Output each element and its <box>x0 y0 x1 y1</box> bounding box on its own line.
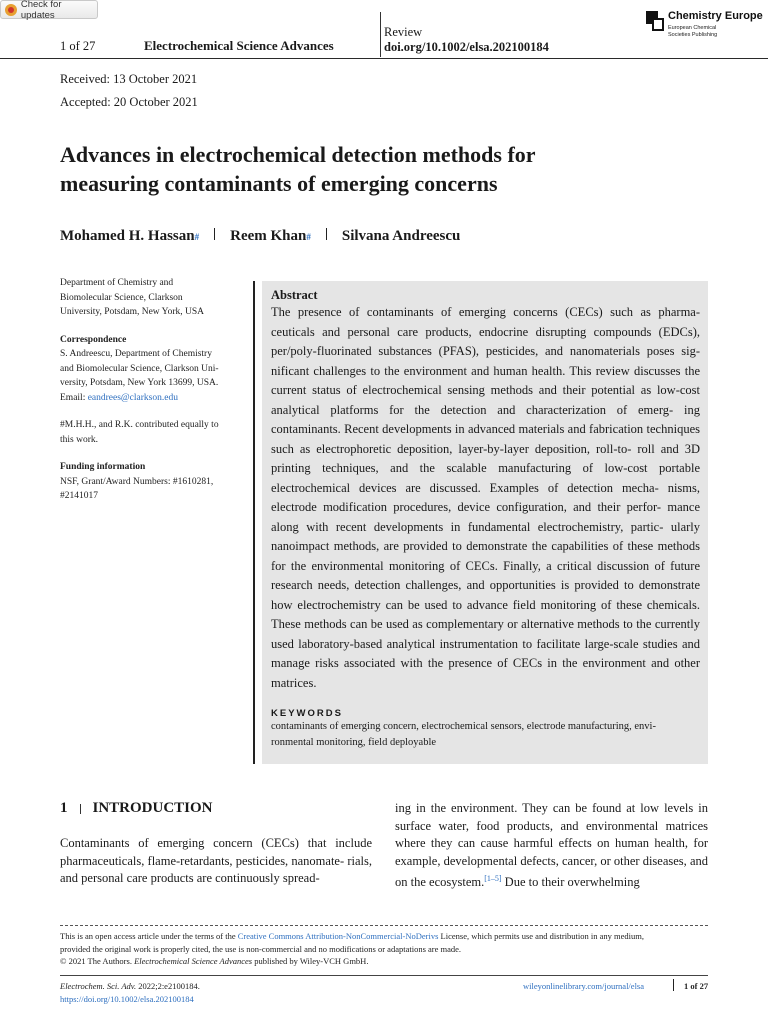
crossmark-icon <box>5 4 17 16</box>
copyright-text: published by Wiley-VCH GmbH. <box>252 956 369 966</box>
affiliation <box>60 276 240 320</box>
correspondence-heading: Correspondence <box>60 334 127 345</box>
body-line: ularly nanoimpact methods, are provided to demonstrate the capabilities of these <box>271 519 701 553</box>
body-line: of future research needs, detection challenges, and opportunities is provided to <box>271 558 701 592</box>
accepted-date: Accepted: 20 October 2021 <box>60 95 198 109</box>
license-statement <box>60 930 710 968</box>
check-for-updates-label: Check for updates <box>20 0 62 21</box>
funding-line: NSF, Grant/Award Numbers: #1610281, <box>60 476 214 487</box>
body-line: mance along with recent developments in fundamental electrochemistry, partic- <box>271 500 700 534</box>
license-divider <box>60 925 708 926</box>
author-name[interactable]: Silvana Andreescu <box>341 228 461 244</box>
correspondence-details <box>60 347 240 405</box>
body-line: rials, and personal care products are continuously spread- <box>60 853 372 885</box>
copyright-journal: Electrochemical Science Advances <box>134 956 253 966</box>
article-title-line: Advances in electrochemical detection methods for <box>60 142 536 167</box>
body-line: low-cost analytical platforms for the detection and characterization of emerg- <box>271 383 701 417</box>
funding-details <box>60 475 240 504</box>
header-page-count: 1 of 27 <box>60 39 96 53</box>
article-title <box>60 140 700 198</box>
header-rule <box>0 58 768 59</box>
header-divider <box>380 12 381 57</box>
body-line: demonstrate how electrochemistry can be used to advance field monitoring of <box>271 578 701 612</box>
body-line: ronmental monitoring, field deployable <box>271 736 437 748</box>
intro-column-right <box>395 800 708 892</box>
body-text: Due to their overwhelming <box>501 875 640 890</box>
footer-citation-journal: Electrochem. Sci. Adv. <box>60 981 137 991</box>
body-line: portable electrochemical devices are discussed. Examples of detection mecha- <box>271 461 700 495</box>
footer-citation-volume: 2022;2:e2100184. <box>136 981 200 991</box>
section-number: 1 <box>60 800 68 816</box>
abstract-heading: Abstract <box>271 288 318 302</box>
footer-divider <box>673 979 674 991</box>
body-line: techniques such as electrophoretic deposition, layer-by-layer deposition, roll-to- <box>271 422 700 456</box>
article-sidebar <box>60 276 240 504</box>
citation-reference[interactable]: [1–5] <box>484 874 502 883</box>
body-line: roll and 3D printing techniques, and the scalable manufacturing of low-cost <box>271 441 701 475</box>
license-text: This is an open access article under the terms of the <box>60 931 238 941</box>
license-link[interactable]: Creative Commons Attribution-NonCommercial-NoDerivs <box>237 931 439 941</box>
body-line: where they can cause harmful effects on human health, for <box>395 836 708 850</box>
author-name[interactable]: Reem Khan <box>230 228 307 244</box>
chemistry-europe-logo-icon <box>646 11 664 31</box>
footer-journal-site-link[interactable]: wileyonlinelibrary.com/journal/elsa <box>523 981 645 991</box>
correspondence-email-link[interactable]: eandrees@clarkson.edu <box>87 392 178 403</box>
footer-doi-link[interactable]: https://doi.org/10.1002/elsa.202100184 <box>60 994 194 1004</box>
sidebar-divider <box>253 281 255 764</box>
publisher-subtitle-line: Societies Publishing <box>668 31 718 38</box>
footer-rule <box>60 975 708 976</box>
keywords-heading: KEYWORDS <box>271 708 343 719</box>
header-journal-name: Electrochemical Science Advances <box>144 38 334 53</box>
correspondence-line: and Biomolecular Science, Clarkson Uni- <box>60 363 219 374</box>
body-text: and on the ecosystem. <box>395 853 708 890</box>
body-line: nisms, electrode modification procedures, device configuration, and their perfor- <box>271 480 700 514</box>
equal-contribution-line: this work. <box>60 434 98 445</box>
license-text: provided the original work is properly cited, the use is non-commercial and no modifications or adaptations are made. <box>60 943 462 954</box>
publisher-name: Chemistry Europe <box>668 10 763 22</box>
body-line: surface water, food products, and environmental matrices <box>395 818 708 833</box>
body-line: ing in the environment. They can be found at low levels in <box>395 801 708 815</box>
equal-contribution-note <box>60 418 240 447</box>
body-line: pharmaceuticals, flame-retardants, pesticides, nanomate- <box>60 853 345 868</box>
abstract-box <box>262 281 708 764</box>
author-divider <box>214 228 215 240</box>
footer-citation <box>60 980 200 993</box>
body-line: ing contaminants. Recent developments in advanced materials and fabrication <box>271 402 700 436</box>
body-line: methods to the currently used laboratory-based analytical instrumentation to <box>271 617 700 651</box>
body-line: per/poly-fluorinated substances (PFAS), pesticides, and nanomaterials poses sig- <box>271 344 700 358</box>
body-line: the current status of electrochemical sensing methods and their potential as <box>271 363 701 397</box>
author-mark[interactable]: # <box>194 232 200 242</box>
article-type: Review <box>384 25 423 39</box>
license-text: License, which permits use and distribution in any medium, <box>438 931 645 941</box>
body-line: methods for the environmental monitoring of CECs. Finally, a critical discussion <box>271 539 700 573</box>
author-name[interactable]: Mohamed H. Hassan <box>60 228 195 244</box>
body-line: nificant challenges to the environment and human health. This review discusses <box>271 363 681 378</box>
equal-contribution-line: #M.H.H., and R.K. contributed equally to <box>60 420 219 430</box>
funding-heading: Funding information <box>60 462 146 472</box>
keywords-text <box>271 719 700 750</box>
body-line: these chemicals. These methods can be used as complementary or alternative <box>271 597 700 631</box>
section-divider <box>80 804 81 814</box>
body-line: The presence of contaminants of emerging concerns (CECs) such as pharma- <box>271 305 700 319</box>
affiliation-line: Department of Chemistry and <box>60 278 174 288</box>
body-line: CECs in the environment and other matrices. <box>271 656 700 690</box>
funding-line: #2141017 <box>60 491 98 501</box>
publisher-subtitle-line: European Chemical <box>668 25 717 31</box>
author-divider <box>326 228 327 240</box>
check-for-updates-button[interactable] <box>0 0 98 19</box>
section-title: INTRODUCTION <box>92 800 213 816</box>
footer-page-count: 1 of 27 <box>684 981 709 991</box>
received-date: Received: 13 October 2021 <box>60 72 198 86</box>
author-mark[interactable]: # <box>306 232 311 242</box>
body-line: example, developmental defects, cancer, or other diseases, <box>395 853 687 868</box>
header-doi-link[interactable]: doi.org/10.1002/elsa.202100184 <box>384 40 549 54</box>
section-heading <box>60 800 213 817</box>
intro-column-left <box>60 835 372 888</box>
copyright-text: © 2021 The Authors. <box>60 956 135 966</box>
chemistry-europe-logo[interactable] <box>646 11 763 38</box>
article-title-line: measuring contaminants of emerging concerns <box>60 171 498 196</box>
affiliation-line: University, Potsdam, New York, USA <box>60 307 205 317</box>
body-line: contaminants of emerging concern, electrochemical sensors, electrode manufacturing, envi- <box>271 721 656 732</box>
abstract-text <box>271 303 700 693</box>
correspondence-line: versity, Potsdam, New York 13699, USA. <box>60 378 219 388</box>
correspondence-line: S. Andreescu, Department of Chemistry <box>60 349 212 359</box>
body-line: facilitate large-scale studies and manage risks associated with the presence of <box>271 636 701 670</box>
body-line: ceuticals and personal care products, endocrine disrupting compounds (EDCs), <box>271 324 700 339</box>
affiliation-line: Biomolecular Science, Clarkson <box>60 292 183 303</box>
body-line: Contaminants of emerging concern (CECs) that include <box>60 836 372 850</box>
author-list <box>60 228 460 245</box>
email-label: Email: <box>60 392 88 403</box>
